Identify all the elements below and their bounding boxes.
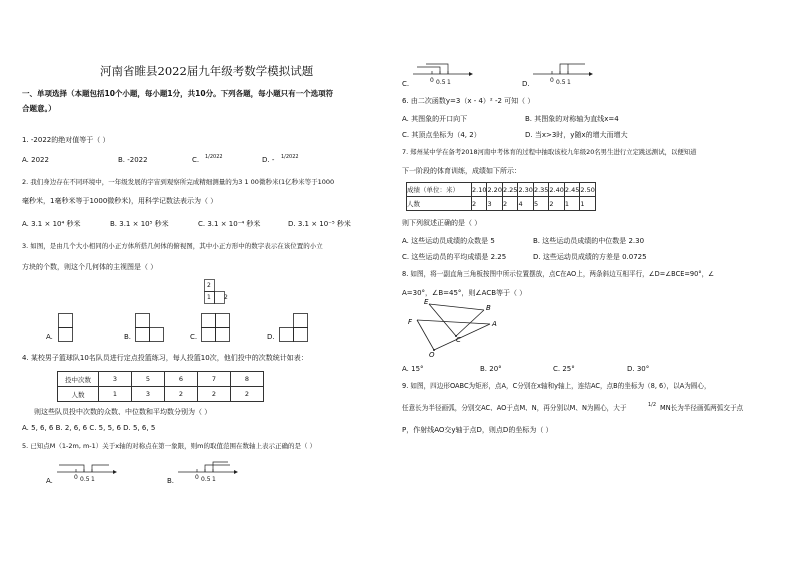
q4-table-row [58, 372, 264, 387]
q5-option-c-label: C. [402, 80, 410, 88]
q4-cell: 5 [132, 372, 165, 387]
q7-option-b: B. 这些运动员成绩的中位数是 2.30 [533, 237, 645, 245]
q4-cell: 6 [165, 372, 198, 387]
q3-option-a-figure [58, 313, 74, 343]
q5-b-tick-0: 0 [195, 474, 199, 481]
q5-c-tick-1: 1 [447, 79, 451, 86]
q7-table-row [407, 183, 596, 197]
q5-stem: 5. 已知点M（1-2m, m-1）关于x轴的对称点在第一象限，则m的取值范围在数轴上表示正确的是（ ） [22, 442, 317, 450]
q9-line3: P，作射线AO交y轴于点D，则点D的坐标为（ ） [402, 426, 553, 434]
q7-cell: 4 [518, 197, 533, 211]
q8-line1: 8. 如图，将一副直角三角板按图中所示位置摆放，点C在AO上，两条斜边互相平行，∠D=∠BCE=90°，∠ [402, 270, 715, 278]
q4-cell: 1 [99, 387, 132, 402]
q7-cell: 2.30 [518, 183, 533, 197]
q6-option-c: C. 其顶点坐标为（4, 2） [402, 131, 481, 139]
q7-cell: 成绩（单位：米） [407, 183, 472, 197]
page-title: 河南省睢县2022届九年级考数学模拟试题 [100, 64, 314, 78]
q5-a-tick-05: 0.5 [80, 476, 90, 483]
q7-option-d: D. 这些运动员成绩的方差是 0.0725 [533, 253, 647, 261]
q7-cell: 2 [549, 197, 564, 211]
q4-cell: 3 [132, 387, 165, 402]
q7-line1: 7. 郑州某中学在备考2018河南中考体育的过程中抽取该校九年级20名男生进行立定跳远测试，以便知道 [402, 148, 697, 156]
q4-cell: 2 [231, 387, 264, 402]
q7-cell: 3 [487, 197, 502, 211]
q4-stem: 4. 某校男子篮球队10名队员进行定点投篮练习，每人投篮10次，他们投中的次数统计如表： [22, 354, 308, 362]
q4-cell: 7 [198, 372, 231, 387]
q6-option-b: B. 其图象的对称轴为直线x=4 [525, 115, 619, 123]
q8-label-c: C [456, 336, 461, 344]
q2-option-c: C. 3.1 × 10⁻⁴ 秒米 [198, 220, 261, 228]
q8-option-d: D. 30° [627, 365, 650, 373]
q3-option-b-figure [135, 313, 165, 343]
q1-option-a: A. 2022 [22, 156, 49, 164]
q1-option-c: C. [192, 156, 200, 164]
q7-cell: 5 [533, 197, 548, 211]
q3-option-d-figure [279, 313, 309, 343]
section-heading-line2: 合题意。） [22, 104, 56, 113]
q8-option-b: B. 20° [480, 365, 502, 373]
q2-line2: 毫秒米，1毫秒米等于1000微秒米)，用科学记数法表示为（ ） [22, 197, 218, 205]
q5-option-a-label: A. [46, 477, 53, 485]
q4-cell: 2 [198, 387, 231, 402]
q4-line2: 则这些队员投中次数的众数、中位数和平均数分别为（ ） [34, 408, 212, 416]
q6-option-a: A. 其图象的开口向下 [402, 115, 468, 123]
q7-cell: 1 [580, 197, 595, 211]
q4-options: A. 5, 6, 6 B. 2, 6, 6 C. 5, 5, 6 D. 5, 6, 5 [22, 424, 156, 432]
q2-line1: 2. 我们身边存在不同环境中，一年级发展的宇宙到观察所完成精细测量的为3 1 00微秒米(1亿秒米等于1000 [22, 178, 335, 186]
q7-line3: 则下列叙述正确的是（ ） [402, 219, 482, 227]
q9-line1: 9. 如图，四边形OABC为矩形，点A，C分别在x轴和y轴上，连结AC，点B的坐标为（8, 6），以A为圆心， [402, 382, 711, 390]
q5-c-tick-05: 0.5 [436, 79, 446, 86]
q6-stem: 6. 由二次函数y=3（x - 4）² -2 可知（ ） [402, 97, 535, 105]
q7-cell: 2 [472, 197, 487, 211]
q5-d-tick-1: 1 [567, 79, 571, 86]
q4-cell: 投中次数 [58, 372, 99, 387]
q4-cell: 8 [231, 372, 264, 387]
q8-label-e: E [424, 298, 429, 306]
q3-count-bottom-right: 2 [224, 294, 228, 301]
q9-line2b: MN长为半径画弧两弧交于点 [660, 404, 744, 412]
q3-option-c-figure [201, 313, 231, 343]
q3-option-a-label: A. [46, 333, 53, 341]
section-heading-line1: 一、单项选择（本题包括10个小题，每小题1分，共10分。下列各题，每小题只有一个选项符 [22, 89, 334, 98]
q3-option-b-label: B. [124, 333, 132, 341]
q8-option-c: C. 25° [553, 365, 575, 373]
q3-option-c-label: C. [190, 333, 198, 341]
q4-table [57, 371, 264, 402]
q7-cell: 2.45 [564, 183, 579, 197]
q7-cell: 2 [502, 197, 517, 211]
q2-option-d: D. 3.1 × 10⁻⁵ 秒米 [288, 220, 351, 228]
q8-label-b: B [486, 304, 491, 312]
q1-stem: 1. -2022的绝对值等于（ ） [22, 136, 110, 144]
q9-fraction: 1/2 [648, 402, 657, 408]
q8-option-a: A. 15° [402, 365, 424, 373]
q1-option-d-fraction: 1/2022 [281, 154, 299, 160]
q5-option-d-label: D. [522, 80, 530, 88]
q7-cell: 2.50 [580, 183, 595, 197]
q7-cell: 人数 [407, 197, 472, 211]
q7-line2: 下一阶段的体育训练，成绩如下所示： [402, 167, 521, 175]
q2-option-a: A. 3.1 × 10⁴ 秒米 [22, 220, 81, 228]
q8-triangle-figure [404, 296, 514, 358]
q2-option-b: B. 3.1 × 10⁵ 秒米 [110, 220, 169, 228]
q7-cell: 2.35 [533, 183, 548, 197]
q1-option-c-fraction: 1/2022 [205, 154, 223, 160]
q8-label-a: A [492, 320, 497, 328]
q7-option-c: C. 这些运动员的平均成绩是 2.25 [402, 253, 507, 261]
q5-a-tick-0: 0 [74, 474, 78, 481]
q7-cell: 2.40 [549, 183, 564, 197]
q8-label-f: F [408, 318, 413, 326]
q3-option-d-label: D. [267, 333, 275, 341]
q1-option-b: B. -2022 [118, 156, 148, 164]
q7-cell: 2.10 [472, 183, 487, 197]
q7-cell: 2.25 [502, 183, 517, 197]
q4-table-row [58, 387, 264, 402]
q3-line1: 3. 如图，是由几个大小相同的小正方体所搭几何体的俯视图，其中小正方形中的数字表示在该位置的小立 [22, 242, 323, 250]
q7-cell: 2.20 [487, 183, 502, 197]
q8-label-o: O [429, 351, 435, 359]
q7-table [406, 182, 596, 211]
q9-line2a: 任意长为半径画弧，分别交AC、AO于点M、N，再分别以M、N为圆心，大于 [402, 404, 627, 412]
q7-table-row [407, 197, 596, 211]
q7-cell: 1 [564, 197, 579, 211]
q7-option-a: A. 这些运动员成绩的众数是 5 [402, 237, 495, 245]
q3-count-top: 2 [207, 282, 211, 289]
q5-c-tick-0: 0 [430, 77, 434, 84]
q3-count-bottom-left: 1 [207, 294, 211, 301]
q5-b-tick-05: 0.5 [201, 476, 211, 483]
q4-cell: 2 [165, 387, 198, 402]
q5-b-tick-1: 1 [212, 476, 216, 483]
q4-cell: 3 [99, 372, 132, 387]
q5-option-b-label: B. [167, 477, 175, 485]
q8-line2: A=30°，∠B=45°，则∠ACB等于（ ） [402, 289, 527, 297]
q1-option-d: D. - [262, 156, 275, 164]
q4-cell: 人数 [58, 387, 99, 402]
q5-a-tick-1: 1 [91, 476, 95, 483]
q6-option-d: D. 当x>3时，y随x的增大而增大 [525, 131, 628, 139]
q5-d-tick-0: 0 [550, 77, 554, 84]
q5-d-tick-05: 0.5 [556, 79, 566, 86]
q3-line2: 方块的个数，则这个几何体的主视图是（ ） [22, 263, 158, 271]
